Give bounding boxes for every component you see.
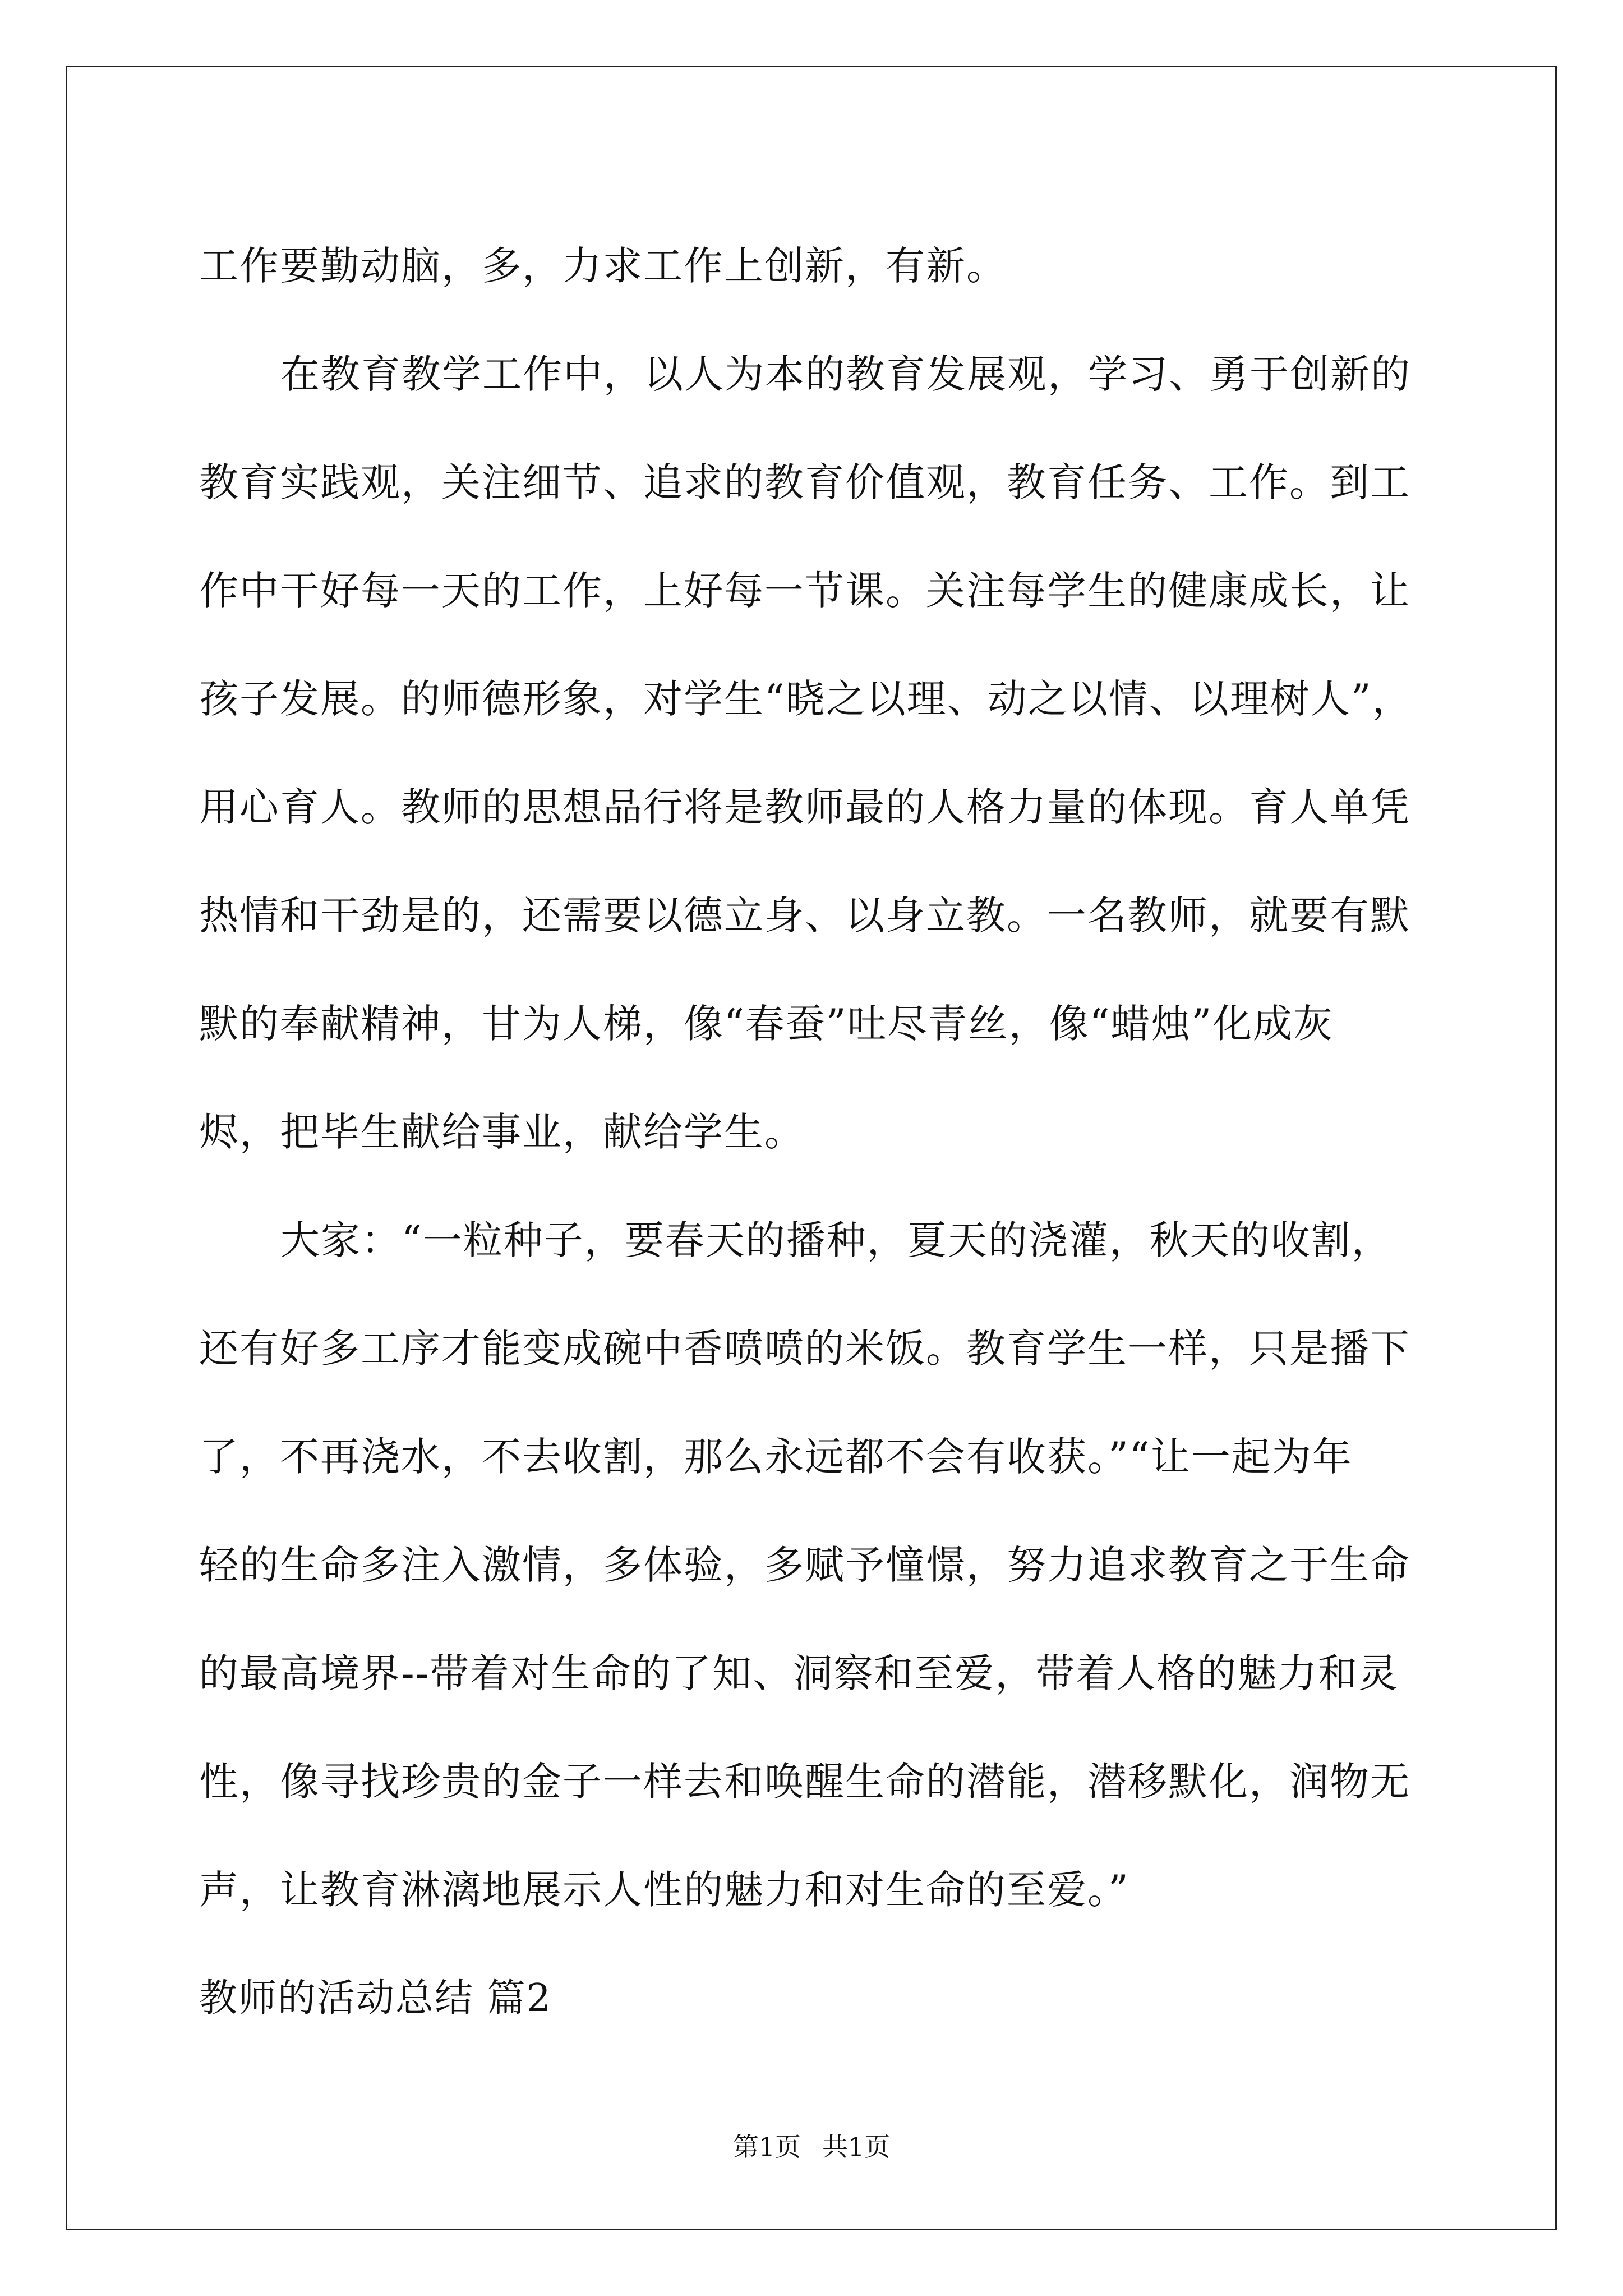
paragraph-line: 热情和干劲是的，还需要以德立身、以身立教。一名教师，就要有默 xyxy=(199,892,1410,938)
paragraph-line: 轻的生命多注入激情，多体验，多赋予憧憬，努力追求教育之于生命 xyxy=(199,1542,1410,1588)
paragraph-line: 烬，把毕生献给事业，献给学生。 xyxy=(199,1109,805,1155)
page-footer xyxy=(0,2130,1623,2164)
paragraph-line: 用心育人。教师的思想品行将是教师最的人格力量的体现。育人单凭 xyxy=(199,784,1410,830)
paragraph-line: 教育实践观，关注细节、追求的教育价值观，教育任务、工作。到工 xyxy=(199,459,1410,505)
paragraph-line: 还有好多工序才能变成碗中香喷喷的米饭。教育学生一样，只是播下 xyxy=(199,1326,1410,1372)
page-number: 第1页 xyxy=(732,2132,801,2162)
document-body xyxy=(199,212,1433,2053)
paragraph-line: 大家：“一粒种子，要春天的播种，夏天的浇灌，秋天的收割， xyxy=(280,1217,1392,1263)
paragraph-line: 了，不再浇水，不去收割，那么永远都不会有收获。”“让一起为年 xyxy=(199,1434,1353,1480)
paragraph-line: 默的奉献精神，甘为人梯，像“春蚕”吐尽青丝，像“蜡烛”化成灰 xyxy=(199,1001,1334,1047)
paragraph-line: 性，像寻找珍贵的金子一样去和唤醒生命的潜能，潜移默化，润物无 xyxy=(199,1759,1410,1805)
section-heading: 教师的活动总结 篇2 xyxy=(199,1976,552,2021)
paragraph-line: 作中干好每一天的工作，上好每一节课。关注每学生的健康成长，让 xyxy=(199,568,1410,614)
page-total: 共1页 xyxy=(822,2132,891,2162)
paragraph-line: 的最高境界--带着对生命的了知、洞察和至爱，带着人格的魅力和灵 xyxy=(199,1650,1399,1696)
paragraph-line: 孩子发展。的师德形象，对学生“晓之以理、动之以情、以理树人”， xyxy=(199,676,1413,722)
paragraph-line: 声，让教育淋漓地展示人性的魅力和对生命的至爱。” xyxy=(199,1867,1129,1913)
paragraph-line: 在教育教学工作中，以人为本的教育发展观，学习、勇于创新的 xyxy=(280,351,1411,397)
paragraph-line: 工作要勤动脑，多，力求工作上创新，有新。 xyxy=(199,243,1007,289)
